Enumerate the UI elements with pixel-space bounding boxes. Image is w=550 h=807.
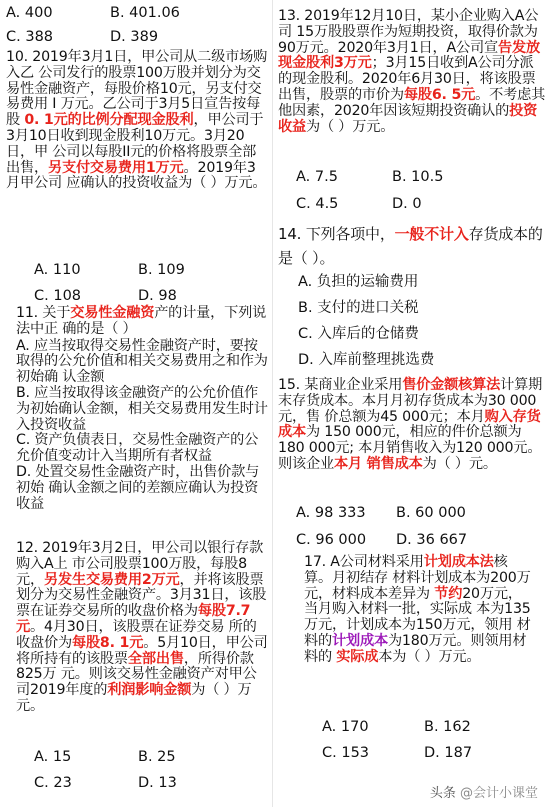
option-d[interactable]: D. 0 xyxy=(392,196,422,212)
q12-text-4: 。5月10日，甲公司 将所持有的该股票 xyxy=(16,634,268,667)
q12-highlight-4: 全部出售 xyxy=(127,650,184,667)
question-11 xyxy=(16,306,268,512)
q12-text-5: ，所得价款825万 元。则该交易性金融资产对甲公司2019年度的 xyxy=(16,650,257,699)
q12-text-1: 12. 2019年3月2日，甲公司以银行存款购入A上 市公司股票100万股，每股8元， xyxy=(16,540,264,588)
question-17-text xyxy=(304,555,534,666)
option-b[interactable]: B. 10.5 xyxy=(392,169,444,185)
q13-options xyxy=(296,169,536,212)
q12-text-2: ，并将该股票划分为交易性金融资产。3月31日，该股票在证券交易所的收盘价格为 xyxy=(16,571,267,620)
option-a[interactable]: A. 7.5 xyxy=(296,169,338,185)
q12-highlight-1: 另发生交易费用2万元 xyxy=(43,571,180,588)
option-a[interactable]: A. 15 xyxy=(34,749,72,765)
q10-highlight-1: 0. 1元的比例分配现金股利 xyxy=(24,112,194,129)
q15-text-3: 为 150 000元，相应的件价总额为180 000元; 本月销售收入为120 000元。则该企业 xyxy=(278,424,542,472)
option-c[interactable]: C. 153 xyxy=(322,745,370,761)
option-b[interactable]: B. 支付的进口关税 xyxy=(298,300,419,316)
q11-text-2: 产的计量，下列说法中正 确的是（ ） xyxy=(16,305,267,337)
q15-text-4: 为（ ）元。 xyxy=(422,455,497,472)
q15-highlight-3: 本月 销售成本 xyxy=(333,455,423,472)
option-d[interactable]: D. 13 xyxy=(138,775,177,791)
q13-highlight-3: 投资收益 xyxy=(278,102,538,135)
q12-highlight-2: 每股7.7元 xyxy=(16,603,251,635)
option-c[interactable]: C. 资产负债表日，交易性金融资产的公允价值变动计入当期所有者权益 xyxy=(16,432,259,465)
q17-text-5: 本为（ ）万元。 xyxy=(378,648,481,665)
option-a[interactable]: A. 170 xyxy=(322,719,369,735)
q15-highlight-1: 售价金额核算法 xyxy=(402,377,501,393)
option-b[interactable]: B. 401.06 xyxy=(110,5,180,21)
q10-highlight-2: 另支付交易费用1万元 xyxy=(47,159,184,176)
q17-text-4: 为180万元。则领用材料的 xyxy=(304,632,527,665)
option-a[interactable]: A. 98 333 xyxy=(296,505,366,521)
q13-highlight-2: 每股6. 5元 xyxy=(403,86,476,103)
q13-text-4: 为（ ）万元。 xyxy=(305,118,395,135)
q17-text-2: 核算。月初结存 材料计划成本为200万元，材料成本差异为 xyxy=(304,554,531,602)
question-12 xyxy=(16,541,270,715)
q15-highlight-2: 购入存货成本 xyxy=(278,408,541,441)
question-15-text xyxy=(278,378,546,473)
question-11-text xyxy=(16,306,268,338)
option-b[interactable]: B. 109 xyxy=(138,262,185,278)
question-17 xyxy=(304,555,534,666)
q10-text-1: 10. 2019年3月1日，甲公司从二级市场购入乙 公司发行的股票100万股并划分为交易性金融资产，每股价格10元，另支付交易费用 I 万元。乙公司于3月5日宣告按每股 xyxy=(6,49,268,129)
option-c[interactable]: C. 108 xyxy=(34,288,82,304)
q14-highlight-1: 一般不计入 xyxy=(394,225,469,243)
q12-highlight-3: 每股8. 1元 xyxy=(71,634,144,651)
q17-highlight-3: 计划成本 xyxy=(331,632,388,649)
q17-text-3: 20万元，当月购入材料一批，实际成 本为135万元，计划成本为150万元，领用 材料的 xyxy=(304,585,531,649)
option-b[interactable]: B. 162 xyxy=(424,719,471,735)
q15-options xyxy=(296,505,546,548)
q17-highlight-2: 节约 xyxy=(434,585,463,602)
watermark-prefix: 头条 xyxy=(429,786,456,801)
q15-text-1: 15. 某商业企业采用 xyxy=(278,377,403,393)
option-a[interactable]: A. 应当按取得交易性金融资产时，要按取得的公允价值和相关交易费用之和作为初始确 认金额 xyxy=(16,337,268,386)
q10-text-3: 。2019年3月甲公司 应确认的投资收益为（ ）万元。 xyxy=(6,159,267,192)
question-12-text xyxy=(16,541,270,715)
q17-text-1: 17. A公司材料采用 xyxy=(304,554,424,570)
question-10-text xyxy=(6,50,268,192)
option-c[interactable]: C. 入库后的仓储费 xyxy=(298,326,419,342)
option-c[interactable]: C. 4.5 xyxy=(296,196,339,212)
question-13-text xyxy=(278,9,546,135)
option-c[interactable]: C. 96 000 xyxy=(296,532,367,548)
q10-text-2: ，甲公司于3月10日收到现金股利10万元。3月20日，甲 公司以每股II元的价格将股票全部出售， xyxy=(6,112,264,176)
option-d[interactable]: D. 98 xyxy=(138,288,177,304)
q14-text-1: 14. 下列各项中， xyxy=(278,225,395,243)
q10-options xyxy=(34,262,264,304)
option-b[interactable]: B. 应当按取得该金融资产的公允价值作为初始确认金额，相关交易费用发生时计 入投资收益 xyxy=(16,384,268,433)
q12-highlight-5: 利润影响金额 xyxy=(107,682,192,699)
q13-highlight-1: 告发放 现金股利3万元 xyxy=(278,39,540,72)
question-10 xyxy=(6,50,268,192)
question-14-text xyxy=(278,222,544,270)
q13-text-3: 。不考虑其 他因素，2020年因该短期投资确认的 xyxy=(278,86,546,119)
column-divider xyxy=(272,0,273,807)
q13-text-1: 13. 2019年12月10日，某小企业购入A公司 15万股股票作为短期投资，取得价款为 90万元。2020年3月1日，A公司宣 xyxy=(278,8,539,56)
q12-text-3: 。4月30日，该股票在证券交易 所的收盘价为 xyxy=(16,618,257,651)
q12-text-6: 为（ ）万元。 xyxy=(16,682,252,714)
option-d[interactable]: D. 187 xyxy=(424,745,473,761)
question-15 xyxy=(278,378,546,473)
q17-highlight-1: 计划成本法 xyxy=(423,554,494,570)
q9-options xyxy=(6,5,266,45)
q15-text-2: 计算期末存货成本。本月月初存货成本为30 000元，售 价总额为45 000元；本月 xyxy=(278,377,543,425)
option-c[interactable]: C. 23 xyxy=(34,775,72,791)
option-a[interactable]: A. 400 xyxy=(6,5,53,21)
q11-text-1: 11. 关于 xyxy=(16,305,71,321)
option-d[interactable]: D. 处置交易性金融资产时，出售价款与初始 确认金额之间的差额应确认为投资收益 xyxy=(16,463,260,512)
option-d[interactable]: D. 36 667 xyxy=(396,532,468,548)
option-d[interactable]: D. 389 xyxy=(110,29,159,45)
option-d[interactable]: D. 入库前整理挑选费 xyxy=(298,352,435,368)
option-b[interactable]: B. 60 000 xyxy=(396,505,466,521)
q14-text-2: 存货成本的是（ ）。 xyxy=(278,225,543,267)
q13-text-2: ；3月15日收到A公司分派 的现金股利。2020年6月30日，将该股票 出售，股票的市价为 xyxy=(278,55,536,103)
option-b[interactable]: B. 25 xyxy=(138,749,176,765)
option-a[interactable]: A. 负担的运输费用 xyxy=(298,274,419,290)
watermark-handle: @会计小课堂 xyxy=(459,786,538,801)
question-13 xyxy=(278,9,546,135)
q11-highlight-1: 交易性金融资 xyxy=(70,305,155,321)
watermark xyxy=(430,782,538,801)
option-a[interactable]: A. 110 xyxy=(34,262,81,278)
q12-options xyxy=(34,749,264,791)
q17-options xyxy=(322,719,542,761)
q17-highlight-4: 实际成 xyxy=(336,648,379,665)
question-14 xyxy=(278,222,544,372)
option-c[interactable]: C. 388 xyxy=(6,29,54,45)
